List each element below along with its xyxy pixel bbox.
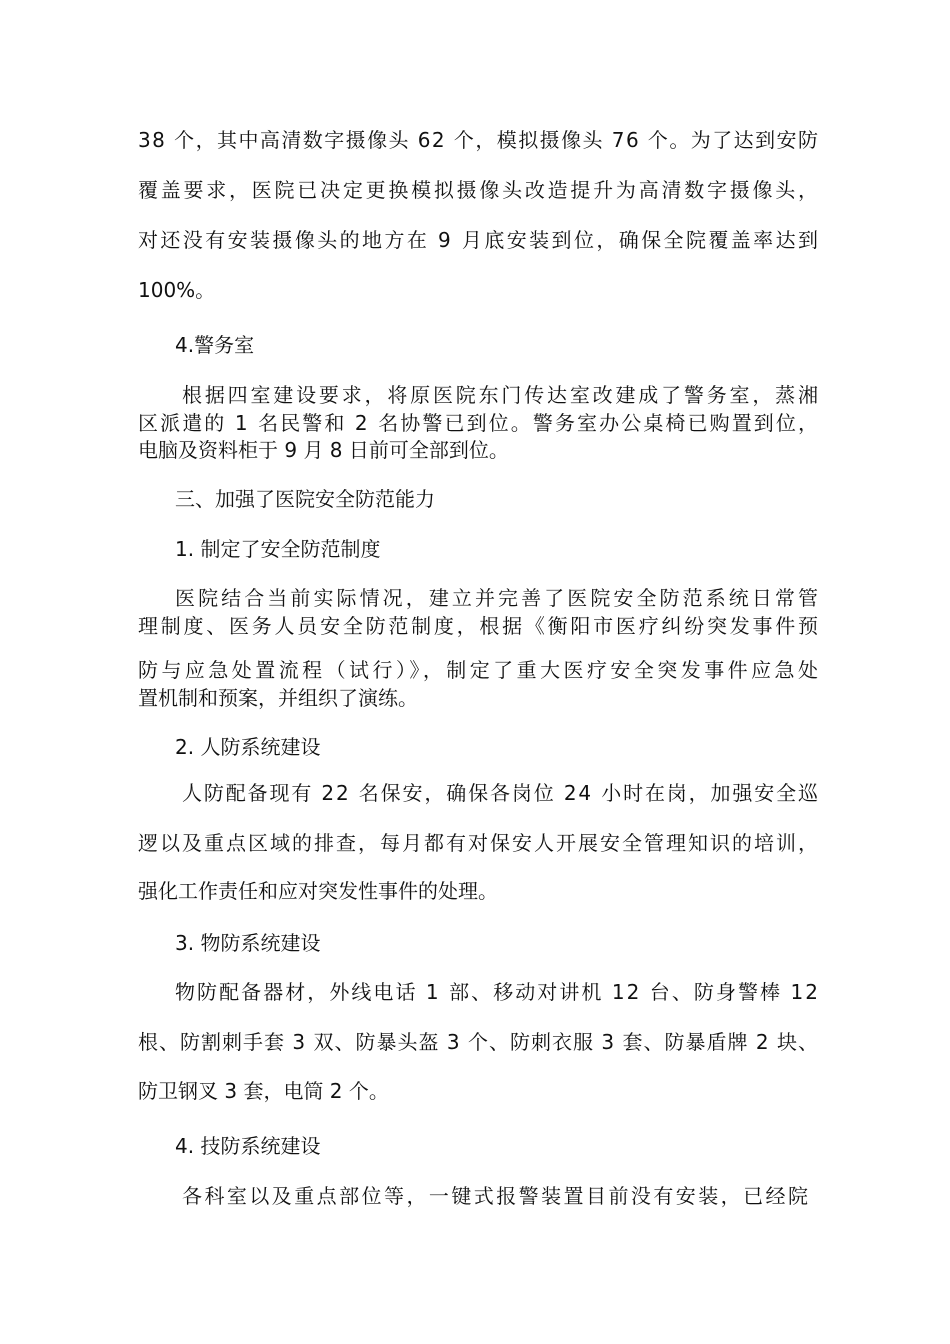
text-line: 理制度、医务人员安全防范制度，根据《衡阳市医疗纠纷突发事件预	[138, 614, 821, 638]
section-heading: 三、加强了医院安全防范能力	[175, 487, 435, 511]
section-heading: 4.警务室	[175, 333, 255, 357]
text-line: 对还没有安装摄像头的地方在 9 月底安装到位，确保全院覆盖率达到	[138, 228, 821, 252]
text-line: 38 个，其中高清数字摄像头 62 个，模拟摄像头 76 个。为了达到安防	[138, 128, 820, 152]
text-line: 逻以及重点区域的排查，每月都有对保安人开展安全管理知识的培训，	[138, 831, 820, 855]
text-line: 强化工作责任和应对突发性事件的处理。	[138, 879, 498, 903]
text-line: 置机制和预案，并组织了演练。	[138, 686, 418, 710]
text-line: 人防配备现有 22 名保安，确保各岗位 24 小时在岗，加强安全巡	[182, 781, 820, 805]
section-heading: 4. 技防系统建设	[175, 1134, 321, 1158]
text-line: 区派遣的 1 名民警和 2 名协警已到位。警务室办公桌椅已购置到位，	[138, 411, 821, 435]
text-line: 物防配备器材，外线电话 1 部、移动对讲机 12 台、防身警棒 12	[175, 980, 821, 1004]
section-heading: 2. 人防系统建设	[175, 735, 321, 759]
text-line: 100%。	[138, 278, 216, 302]
text-line: 各科室以及重点部位等，一键式报警装置目前没有安装，已经院	[182, 1184, 811, 1208]
text-line: 根据四室建设要求，将原医院东门传达室改建成了警务室，蒸湘	[182, 383, 821, 407]
section-heading: 1. 制定了安全防范制度	[175, 537, 381, 561]
section-heading: 3. 物防系统建设	[175, 931, 321, 955]
text-line: 根、防割刺手套 3 双、防暴头盔 3 个、防刺衣服 3 套、防暴盾牌 2 块、	[138, 1030, 819, 1054]
text-line: 防卫钢叉 3 套，电筒 2 个。	[138, 1079, 389, 1103]
text-line: 医院结合当前实际情况，建立并完善了医院安全防范系统日常管	[175, 586, 822, 610]
text-line: 覆盖要求，医院已决定更换模拟摄像头改造提升为高清数字摄像头，	[138, 178, 821, 202]
text-line: 电脑及资料柜于 9 月 8 日前可全部到位。	[138, 438, 509, 462]
text-line: 防与应急处置流程（试行）》，制定了重大医疗安全突发事件应急处	[138, 658, 822, 682]
